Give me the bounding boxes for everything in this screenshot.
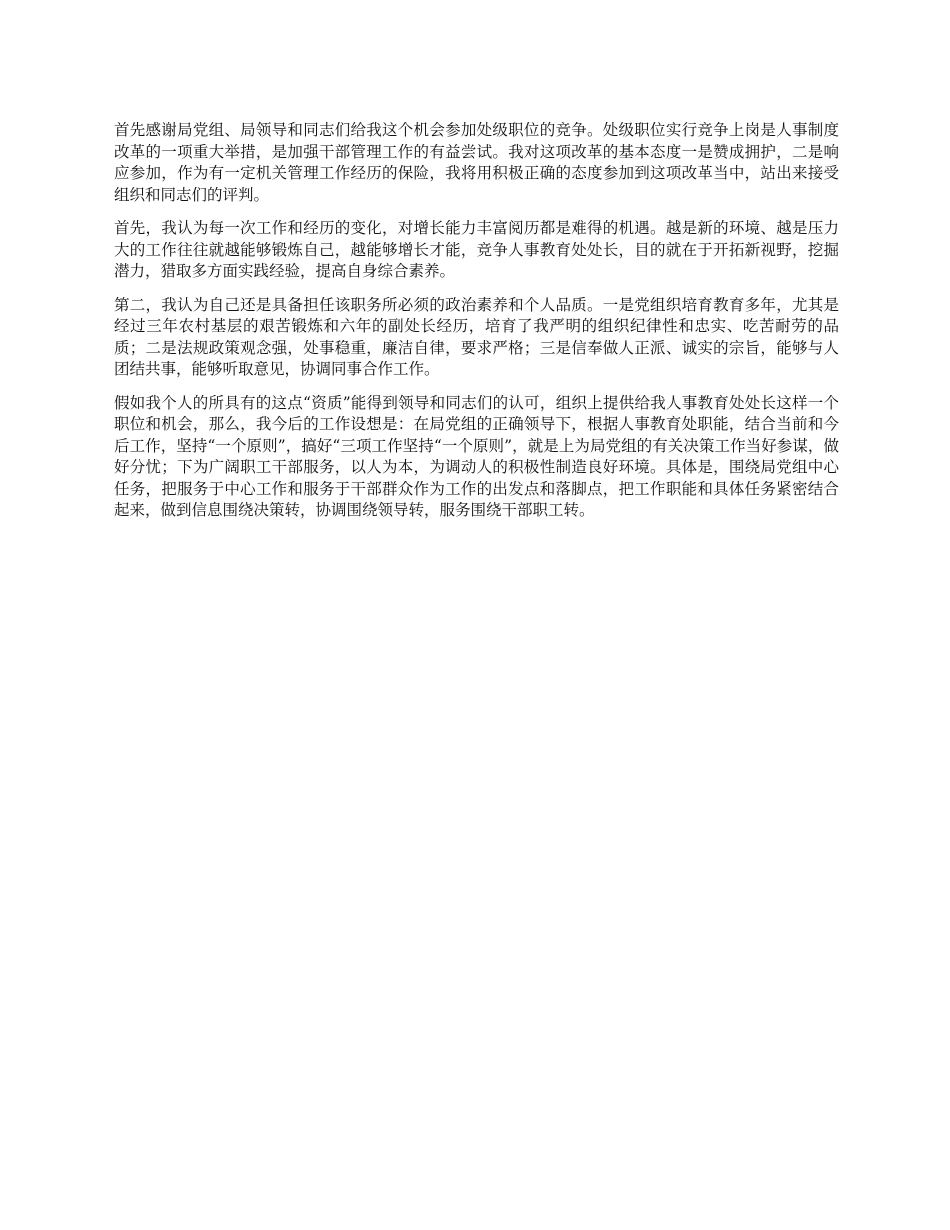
paragraph-3: 第二，我认为自己还是具备担任该职务所必须的政治素养和个人品质。一是党组织培育教育多年，尤其是经过三年农村基层的艰苦锻炼和六年的副处长经历，培育了我严明的组织纪律性和忠实、吃苦耐劳的品质；二是法规政策观念强，处事稳重，廉洁自律，要求严格；三是信奉做人正派、诚实的宗旨，能够与人团结共事，能够听取意见，协调同事合作工作。: [114, 295, 839, 378]
document-body: [114, 120, 839, 534]
paragraph-4: 假如我个人的所具有的这点“资质”能得到领导和同志们的认可，组织上提供给我人事教育处处长这样一个职位和机会，那么，我今后的工作设想是：在局党组的正确领导下，根据人事教育处职能，结合当前和今后工作，坚持“一个原则”，搞好“三项工作坚持“一个原则”，就是上为局党组的有关决策工作当好参谋，做好分忧；下为广阔职工干部服务，以人为本，为调动人的积极性制造良好环境。具体是，围绕局党组中心任务，把服务于中心工作和服务于干部群众作为工作的出发点和落脚点，把工作职能和具体任务紧密结合起来，做到信息围绕决策转，协调围绕领导转，服务围绕干部职工转。: [114, 393, 839, 519]
paragraph-1: 首先感谢局党组、局领导和同志们给我这个机会参加处级职位的竞争。处级职位实行竞争上岗是人事制度改革的一项重大举措，是加强干部管理工作的有益尝试。我对这项改革的基本态度一是赞成拥护，二是响应参加，作为有一定机关管理工作经历的保险，我将用积极正确的态度参加到这项改革当中，站出来接受组织和同志们的评判。: [114, 121, 839, 204]
paragraph-2: 首先，我认为每一次工作和经历的变化，对增长能力丰富阅历都是难得的机遇。越是新的环境、越是压力大的工作往往就越能够锻炼自己，越能够增长才能，竞争人事教育处处长，目的就在于开拓新视野，挖掘潜力，猎取多方面实践经验，提高自身综合素养。: [114, 219, 839, 280]
